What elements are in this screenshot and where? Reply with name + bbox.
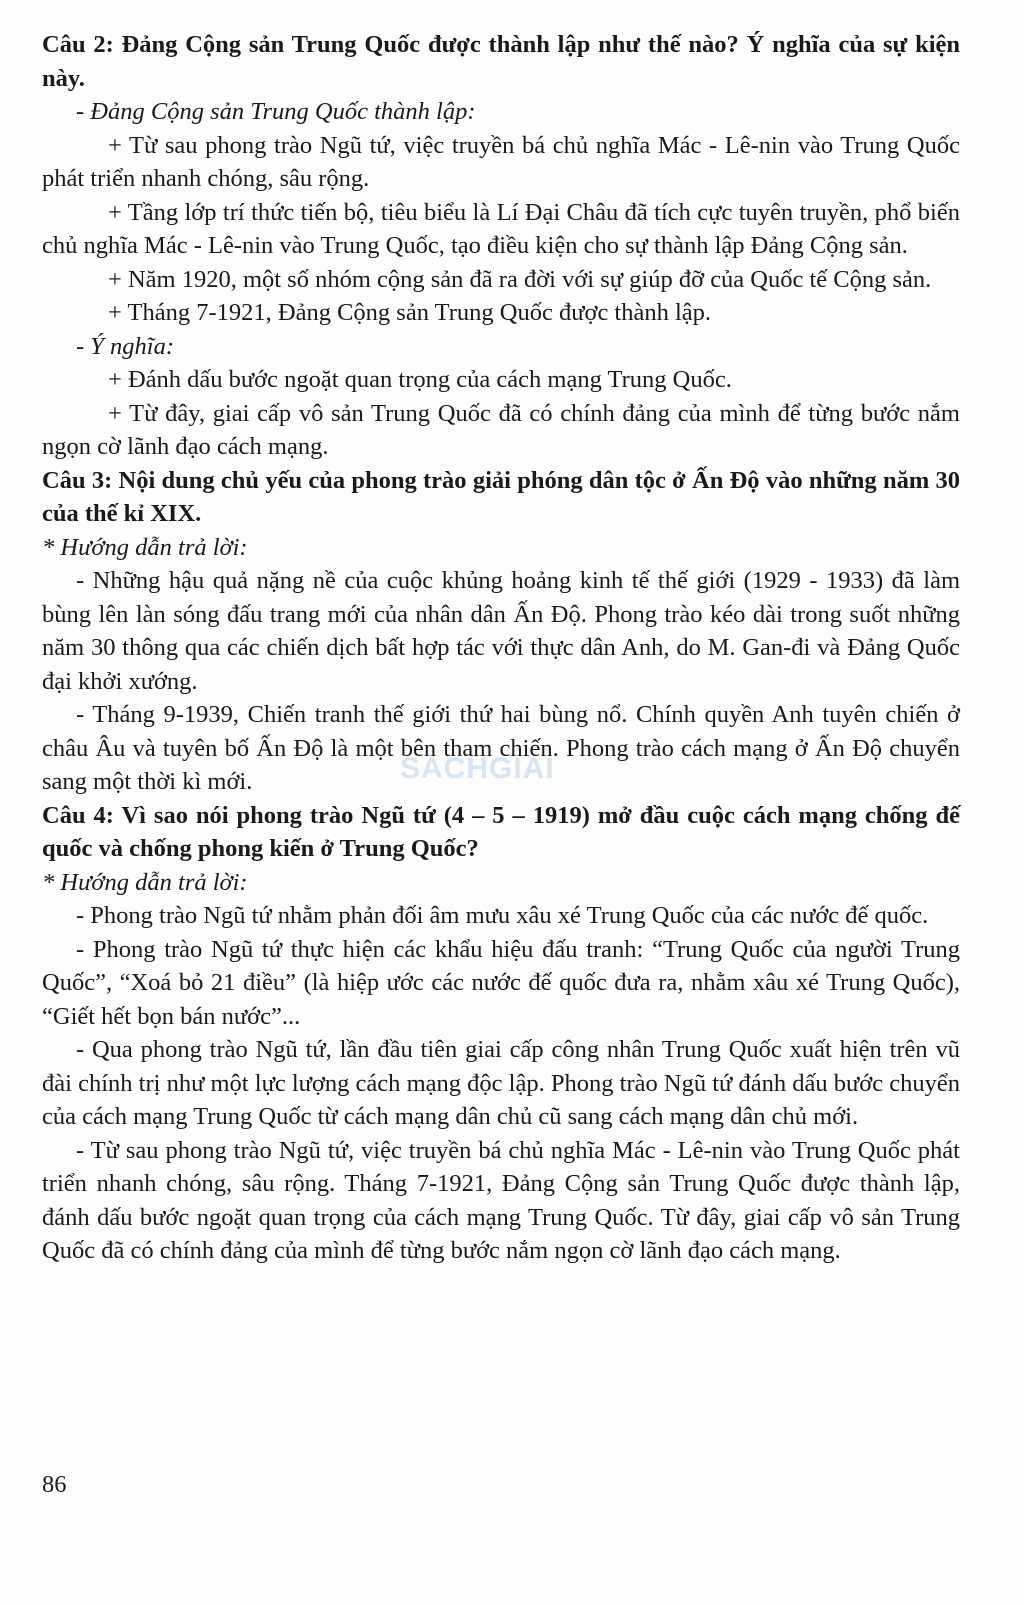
- question-3-title: Câu 3: Nội dung chủ yếu của phong trào giải phóng dân tộc ở Ấn Độ vào những năm 30 của thế kỉ XIX.: [42, 466, 960, 527]
- paragraph: + Đánh dấu bước ngoặt quan trọng của cách mạng Trung Quốc.: [108, 366, 732, 393]
- paragraph: + Năm 1920, một số nhóm cộng sản đã ra đời với sự giúp đỡ của Quốc tế Cộng sản.: [108, 265, 932, 293]
- question-2-section: [42, 28, 960, 464]
- paragraph: + Tháng 7-1921, Đảng Cộng sản Trung Quốc được thành lập.: [108, 299, 712, 326]
- paragraph: - Những hậu quả nặng nề của cuộc khủng hoảng kinh tế thế giới (1929 - 1933) đã làm bùng lên làn sóng đấu trang mới của nhân dân Ấn Độ. Phong trào kéo dài trong suốt những năm 30 thông qua các chiến dịch bất hợp tác với thực dân Anh, do M. Gan-đi và Đảng Quốc đại khởi xướng.: [42, 567, 960, 695]
- paragraph: + Từ đây, giai cấp vô sản Trung Quốc đã có chính đảng của mình để từng bước nắm ngọn cờ lãnh đạo cách mạng.: [42, 399, 960, 460]
- paragraph: - Từ sau phong trào Ngũ tứ, việc truyền bá chủ nghĩa Mác - Lê-nin vào Trung Quốc phát triển nhanh chóng, sâu rộng. Tháng 7-1921, Đảng Cộng sản Trung Quốc được thành lập, đánh dấu bước ngoặt quan trọng của cách mạng Trung Quốc. Từ đây, giai cấp vô sản Trung Quốc đã có chính đảng của mình để từng bước nắm ngọn cờ lãnh đạo cách mạng.: [42, 1136, 960, 1264]
- watermark-logo: SACHGIAI: [400, 752, 555, 785]
- paragraph: + Từ sau phong trào Ngũ tứ, việc truyền bá chủ nghĩa Mác - Lê-nin vào Trung Quốc phát triển nhanh chóng, sâu rộng.: [42, 131, 960, 192]
- paragraph: + Tầng lớp trí thức tiến bộ, tiêu biểu là Lí Đại Châu đã tích cực tuyên truyền, phổ biến chủ nghĩa Mác - Lê-nin vào Trung Quốc, tạo điều kiện cho sự thành lập Đảng Cộng sản.: [42, 198, 960, 259]
- document-page: [42, 28, 960, 1268]
- answer-guide-label: * Hướng dẫn trả lời:: [42, 868, 248, 896]
- question-2-title: Câu 2: Đảng Cộng sản Trung Quốc được thành lập như thế nào? Ý nghĩa của sự kiện này.: [42, 31, 960, 92]
- question-3-section: [42, 464, 960, 799]
- page-number: 86: [42, 1471, 67, 1498]
- subheading-founding: - Đảng Cộng sản Trung Quốc thành lập:: [76, 98, 476, 125]
- paragraph: - Tháng 9-1939, Chiến tranh thế giới thứ hai bùng nổ. Chính quyền Anh tuyên chiến ở châu Âu và tuyên bố Ấn Độ là một bên tham chiến. Phong trào cách mạng ở Ấn Độ chuyển sang một thời kì mới.: [42, 701, 960, 795]
- subheading-significance: - Ý nghĩa:: [76, 332, 174, 360]
- question-4-title: Câu 4: Vì sao nói phong trào Ngũ tứ (4 – 5 – 1919) mở đầu cuộc cách mạng chống đế quốc và chống phong kiến ở Trung Quốc?: [42, 801, 960, 862]
- question-4-section: [42, 799, 960, 1268]
- paragraph: - Phong trào Ngũ tứ thực hiện các khẩu hiệu đấu tranh: “Trung Quốc của người Trung Quốc”, “Xoá bỏ 21 điều” (là hiệp ước các nước đế quốc đưa ra, nhằm xâu xé Trung Quốc), “Giết hết bọn bán nước”...: [42, 935, 960, 1030]
- paragraph: - Phong trào Ngũ tứ nhằm phản đối âm mưu xâu xé Trung Quốc của các nước đế quốc.: [76, 902, 929, 929]
- answer-guide-label: * Hướng dẫn trả lời:: [42, 533, 248, 561]
- paragraph: - Qua phong trào Ngũ tứ, lần đầu tiên giai cấp công nhân Trung Quốc xuất hiện trên vũ đài chính trị như một lực lượng cách mạng độc lập. Phong trào Ngũ tứ đánh dấu bước chuyển của cách mạng Trung Quốc từ cách mạng dân chủ cũ sang cách mạng dân chủ mới.: [42, 1036, 960, 1130]
